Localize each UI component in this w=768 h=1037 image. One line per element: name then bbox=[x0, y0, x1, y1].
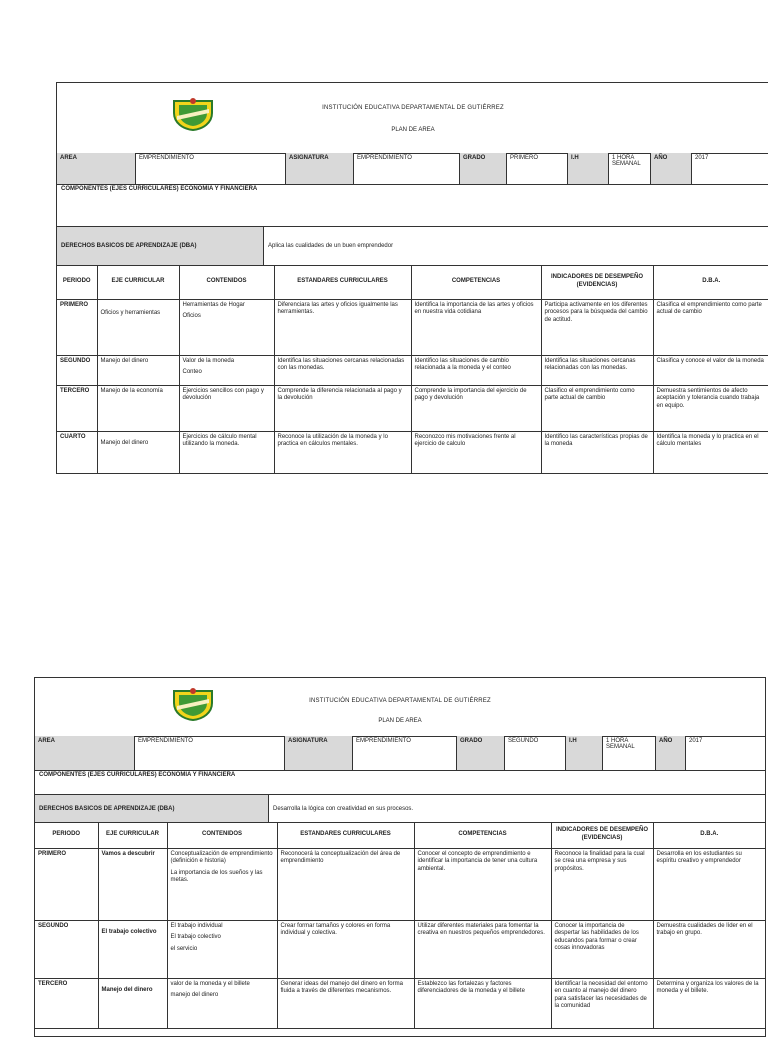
school-shield-logo bbox=[171, 97, 215, 131]
info-row bbox=[57, 153, 768, 185]
dba-cell: Clasifica y conoce el valor de la moneda bbox=[653, 355, 768, 385]
dba-cell: Clasifica el emprendimiento como parte actual de cambio bbox=[653, 299, 768, 355]
contenido-item: Valor de la moneda bbox=[182, 357, 235, 364]
ih-value: 1 HORA SEMANAL bbox=[609, 153, 651, 184]
header-dba: D.B.A. bbox=[653, 822, 765, 848]
dba-cell: Determina y organiza los valores de la moneda y el billete. bbox=[653, 978, 765, 1028]
estandares-cell: Reconoce la utilización de la moneda y lo practica en cálculos mentales. bbox=[274, 431, 411, 473]
contenido-item: Conteo bbox=[182, 369, 202, 375]
header-contenidos: CONTENIDOS bbox=[179, 265, 274, 299]
eje-cell: Manejo de la economía bbox=[97, 385, 179, 431]
contenidos-cell bbox=[179, 431, 274, 473]
grado-label: GRADO bbox=[457, 736, 505, 770]
eje-cell: Oficios y herramientas bbox=[97, 299, 179, 355]
header-estandares: ESTANDARES CURRICULARES bbox=[274, 265, 411, 299]
contenido-item: manejo del dinero bbox=[170, 992, 219, 998]
header-indicadores: INDICADORES DE DESEMPEÑO (EVIDENCIAS) bbox=[541, 265, 653, 299]
area-value: EMPRENDIMIENTO bbox=[136, 153, 286, 184]
periodo-cell: CUARTO bbox=[57, 431, 97, 473]
table-header-row bbox=[35, 822, 765, 848]
school-shield-logo bbox=[171, 687, 215, 721]
contenido-item: La importancia de los sueños y las metas. bbox=[170, 869, 263, 883]
contenido-item: El trabajo individual bbox=[170, 922, 223, 929]
table-row bbox=[57, 355, 768, 385]
table-row bbox=[35, 848, 765, 920]
table-row bbox=[35, 978, 765, 1028]
contenido-item: El trabajo colectivo bbox=[170, 934, 221, 940]
competencias-cell: Reconozco mis motivaciones frente al ejercicio de calculo bbox=[411, 431, 541, 473]
competencias-cell: Comprende la importancia del ejercicio de pago y devolución bbox=[411, 385, 541, 431]
indicadores-cell: Participa activamente en los diferentes procesos para la búsqueda del cambio de actitud. bbox=[541, 299, 653, 355]
plan-table bbox=[57, 265, 768, 474]
plan-document-page-2 bbox=[34, 677, 766, 1037]
contenido-item: Ejercicios de cálculo mental utilizando la moneda. bbox=[182, 433, 257, 447]
table-row bbox=[57, 385, 768, 431]
componentes-row: COMPONENTES (EJES CURRICULARES) ECONOMIA Y FINANCIERA bbox=[35, 770, 765, 795]
header-competencias: COMPETENCIAS bbox=[414, 822, 551, 848]
dba-cell: Demuestra sentimientos de afecto aceptación y tolerancia cuando trabaja en equipo. bbox=[653, 385, 768, 431]
asignatura-value: EMPRENDIMIENTO bbox=[354, 153, 460, 184]
table-row bbox=[57, 299, 768, 355]
header-periodo: PERIODO bbox=[35, 822, 98, 848]
eje-cell: Manejo del dinero bbox=[98, 978, 167, 1028]
dba-label: DERECHOS BASICOS DE APRENDIZAJE (DBA) bbox=[57, 227, 264, 265]
contenidos-cell bbox=[167, 978, 277, 1028]
header-eje: EJE CURRICULAR bbox=[97, 265, 179, 299]
document-header bbox=[57, 83, 768, 154]
eje-cell: El trabajo colectivo bbox=[98, 920, 167, 978]
dba-row bbox=[35, 795, 765, 823]
grado-label: GRADO bbox=[460, 153, 507, 184]
header-estandares: ESTANDARES CURRICULARES bbox=[277, 822, 414, 848]
periodo-cell: PRIMERO bbox=[57, 299, 97, 355]
competencias-cell: Establezco las fortalezas y factores diferenciadores de la moneda y el billete bbox=[414, 978, 551, 1028]
grado-value: SEGUNDO bbox=[505, 736, 566, 770]
periodo-cell: SEGUNDO bbox=[57, 355, 97, 385]
institution-name: INSTITUCIÓN EDUCATIVA DEPARTAMENTAL DE GUTIÉRREZ bbox=[322, 105, 504, 111]
contenido-item: Conceptualización de emprendimiento (definición e historia) bbox=[170, 850, 273, 864]
periodo-cell: TERCERO bbox=[57, 385, 97, 431]
periodo-cell: TERCERO bbox=[35, 978, 98, 1028]
estandares-cell: Diferenciara las artes y oficios igualmente las herramientas. bbox=[274, 299, 411, 355]
header-competencias: COMPETENCIAS bbox=[411, 265, 541, 299]
estandares-cell: Crear formar tamaños y colores en forma individual y colectiva. bbox=[277, 920, 414, 978]
indicadores-cell: Identificar la necesidad del entorno en cuanto al manejo del dinero para satisfacer las necesidades de la comunidad bbox=[551, 978, 653, 1028]
indicadores-cell: Identifico las características propias de la moneda bbox=[541, 431, 653, 473]
ih-label: I.H bbox=[568, 153, 609, 184]
plan-title: PLAN DE AREA bbox=[378, 718, 422, 724]
periodo-cell: PRIMERO bbox=[35, 848, 98, 920]
anio-label: AÑO bbox=[656, 736, 686, 770]
eje-cell: Manejo del dinero bbox=[97, 355, 179, 385]
contenidos-cell bbox=[167, 920, 277, 978]
competencias-cell: Utilizar diferentes materiales para fomentar la creativa en nuestros pequeños emprendedores. bbox=[414, 920, 551, 978]
indicadores-cell: Identifica las situaciones cercanas relacionadas con las monedas. bbox=[541, 355, 653, 385]
estandares-cell: Identifica las situaciones cercanas relacionadas con las monedas. bbox=[274, 355, 411, 385]
table-row bbox=[57, 431, 768, 473]
contenido-item: Ejercicios sencillos con pago y devolución bbox=[182, 387, 264, 401]
estandares-cell: Generar ideas del manejo del dinero en forma fluida a través de diferentes mecanismos. bbox=[277, 978, 414, 1028]
asignatura-label: ASIGNATURA bbox=[285, 736, 353, 770]
header-contenidos: CONTENIDOS bbox=[167, 822, 277, 848]
plan-document-page-1 bbox=[56, 82, 768, 474]
header-dba: D.B.A. bbox=[653, 265, 768, 299]
contenido-item: Herramientas de Hogar bbox=[182, 301, 245, 308]
dba-cell: Desarrolla en los estudiantes su espíritu creativo y emprendedor bbox=[653, 848, 765, 920]
plan-table bbox=[35, 822, 765, 1029]
competencias-cell: Identifica la importancia de las artes y oficios en nuestra vida cotidiana bbox=[411, 299, 541, 355]
indicadores-cell: Reconoce la finalidad para la cual se crea una empresa y sus propósitos. bbox=[551, 848, 653, 920]
info-row bbox=[35, 736, 765, 771]
asignatura-label: ASIGNATURA bbox=[286, 153, 354, 184]
header-eje: EJE CURRICULAR bbox=[98, 822, 167, 848]
area-label: AREA bbox=[35, 736, 135, 770]
document-header bbox=[35, 678, 765, 737]
eje-cell: Vamos a descubrir bbox=[98, 848, 167, 920]
competencias-cell: Conocer el concepto de emprendimiento e identificar la importancia de tener una cultura ambiental. bbox=[414, 848, 551, 920]
eje-cell: Manejo del dinero bbox=[97, 431, 179, 473]
ih-value: 1 HORA SEMANAL bbox=[603, 736, 656, 770]
indicadores-cell: Clasifico el emprendimiento como parte actual de cambio bbox=[541, 385, 653, 431]
dba-cell: Identifica la moneda y lo practica en el cálculo mentales bbox=[653, 431, 768, 473]
contenidos-cell bbox=[179, 355, 274, 385]
plan-title: PLAN DE AREA bbox=[391, 127, 435, 133]
competencias-cell: Identifico las situaciones de cambio relacionada a la moneda y el conteo bbox=[411, 355, 541, 385]
contenido-item: valor de la moneda y el billete bbox=[170, 980, 250, 987]
dba-cell: Demuestra cualidades de líder en el trabajo en grupo. bbox=[653, 920, 765, 978]
area-label: AREA bbox=[57, 153, 136, 184]
periodo-cell: SEGUNDO bbox=[35, 920, 98, 978]
header-periodo: PERIODO bbox=[57, 265, 97, 299]
header-indicadores: INDICADORES DE DESEMPEÑO (EVIDENCIAS) bbox=[551, 822, 653, 848]
dba-row bbox=[57, 227, 768, 266]
componentes-row: COMPONENTES (EJES CURRICULARES) ECONOMIA Y FINANCIERA bbox=[57, 184, 768, 227]
estandares-cell: Comprende la diferencia relacionada al pago y la devolución bbox=[274, 385, 411, 431]
ih-label: I.H bbox=[566, 736, 603, 770]
grado-value: PRIMERO bbox=[507, 153, 568, 184]
anio-label: AÑO bbox=[651, 153, 692, 184]
indicadores-cell: Conocer la importancia de despertar las habilidades de los educandos para formar o crear cosas innovadoras bbox=[551, 920, 653, 978]
asignatura-value: EMPRENDIMIENTO bbox=[353, 736, 457, 770]
contenidos-cell bbox=[167, 848, 277, 920]
contenidos-cell bbox=[179, 299, 274, 355]
area-value: EMPRENDIMIENTO bbox=[135, 736, 285, 770]
table-row bbox=[35, 920, 765, 978]
institution-name: INSTITUCIÓN EDUCATIVA DEPARTAMENTAL DE GUTIÉRREZ bbox=[309, 698, 491, 704]
table-header-row bbox=[57, 265, 768, 299]
dba-label: DERECHOS BASICOS DE APRENDIZAJE (DBA) bbox=[35, 795, 269, 822]
estandares-cell: Reconocerá la conceptualización del área de emprendimiento bbox=[277, 848, 414, 920]
dba-text: Desarrolla la lógica con creatividad en sus procesos. bbox=[273, 805, 414, 812]
anio-value: 2017 bbox=[695, 155, 709, 161]
contenidos-cell bbox=[179, 385, 274, 431]
contenido-item: Oficios bbox=[182, 313, 201, 319]
dba-text: Aplica las cualidades de un buen emprendedor bbox=[268, 243, 394, 249]
contenido-item: el servicio bbox=[170, 945, 198, 952]
anio-value: 2017 bbox=[689, 738, 703, 744]
